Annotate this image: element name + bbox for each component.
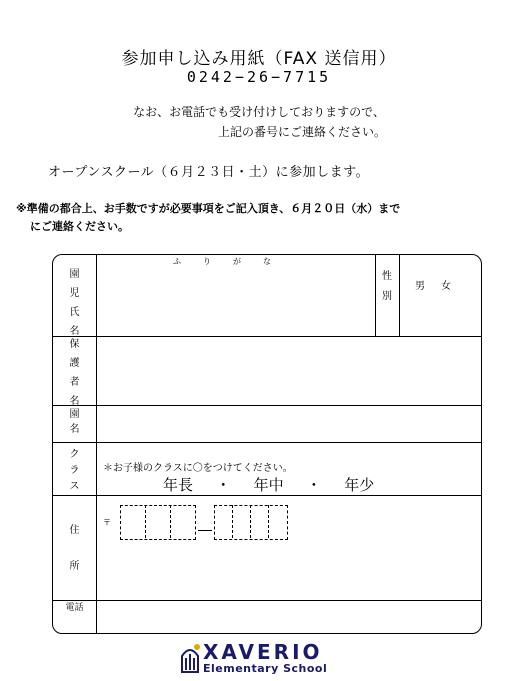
row-divider (53, 600, 481, 601)
school-logo-subtitle: Elementary School (203, 662, 328, 675)
grade-middle[interactable]: 年中 (253, 476, 284, 494)
event-statement: オープンスクール（６月２３日・土）に参加します。 (48, 165, 370, 180)
sex-options: 男女 (415, 281, 467, 292)
request-line1: ※準備の都合上、お手数ですが必要事項をご記入頂き、６月２０日（水）まで (16, 202, 401, 215)
row-divider (53, 405, 481, 406)
fax-number: 0242−26−7715 (186, 68, 332, 86)
school-logo (183, 640, 383, 676)
row-divider (53, 336, 481, 337)
row-divider (53, 495, 481, 496)
guardian-name-label: 保 護 者 名 (69, 339, 80, 407)
postal-cell-divider (250, 505, 251, 538)
postal-cell-divider (145, 505, 146, 538)
child-name-label: 園 児 氏 名 (69, 269, 80, 337)
row-divider (53, 442, 481, 443)
application-form (52, 254, 482, 634)
address-label: 住 所 (69, 525, 80, 572)
furigana-label: ふりがな (173, 257, 293, 266)
grade-separator: ・ (306, 476, 322, 494)
request-line2: にご連絡ください。 (30, 220, 129, 233)
grade-separator: ・ (215, 476, 231, 494)
postal-mark: 〒 (103, 518, 111, 527)
sex-label: 性 別 (382, 271, 392, 302)
page-title: 参加申し込み用紙（FAX 送信用） (121, 49, 397, 69)
sex-divider-right (399, 255, 400, 336)
postal-code-second[interactable] (214, 505, 288, 540)
kindergarten-name-label: 園 名 (69, 409, 80, 435)
postal-cell-divider (170, 505, 171, 538)
grade-senior[interactable]: 年長 (163, 476, 194, 494)
grade-options (163, 474, 392, 495)
phone-note-line1: なお、お電話でも受け付けしておりますので、 (133, 105, 385, 119)
phone-note-line2: 上記の番号にご連絡ください。 (218, 125, 387, 139)
postal-code-first[interactable] (120, 505, 196, 540)
crest-icon (179, 642, 201, 676)
school-logo-name: XAVERIO (203, 640, 323, 664)
postal-cell-divider (232, 505, 233, 538)
postal-hyphen (198, 530, 212, 531)
class-label: ク ラ ス (69, 449, 80, 492)
class-instruction: ＊お子様のクラスに〇をつけてください。 (103, 463, 293, 474)
grade-junior[interactable]: 年少 (344, 476, 375, 494)
phone-label: 電話 (65, 603, 84, 613)
label-column-divider (96, 255, 97, 633)
postal-cell-divider (268, 505, 269, 538)
